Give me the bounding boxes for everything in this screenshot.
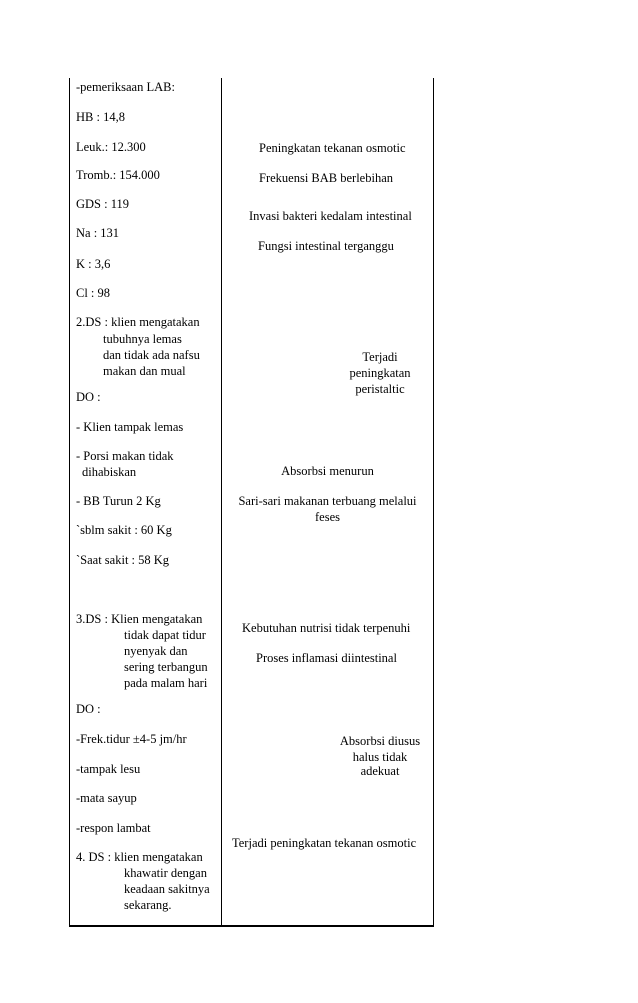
do3-label: DO : — [76, 702, 101, 716]
pathway-kebutuhan-nutrisi: Kebutuhan nutrisi tidak terpenuhi — [242, 621, 411, 635]
pathway-bab: Frekuensi BAB berlebihan — [259, 171, 394, 185]
lab-header: -pemeriksaan LAB: — [76, 80, 175, 94]
ds4-line3: keadaan sakitnya — [124, 882, 210, 896]
lab-tromb: Tromb.: 154.000 — [76, 168, 160, 182]
pathway-fungsi-intestinal: Fungsi intestinal terganggu — [258, 239, 394, 253]
do3-item4: -respon lambat — [76, 821, 151, 835]
ds3-line3: nyenyak dan — [124, 644, 188, 658]
lab-cl: Cl : 98 — [76, 286, 111, 300]
lab-hb: HB : 14,8 — [76, 110, 125, 124]
pathway-peristaltic-line3: peristaltic — [355, 382, 405, 396]
ds3-line5: pada malam hari — [124, 676, 208, 690]
pathway-absorbsi-usus-line1: Absorbsi diusus — [339, 734, 421, 748]
ds3-line4: sering terbangun — [124, 660, 208, 674]
do3-item3: -mata sayup — [76, 791, 137, 805]
do2-label: DO : — [76, 390, 101, 404]
do3-item1: -Frek.tidur ±4-5 jm/hr — [76, 732, 187, 746]
ds2-line1: 2.DS : klien mengatakan — [76, 315, 200, 329]
table-bottom-border — [69, 925, 434, 927]
pathway-absorbsi-usus-line2: halus tidak — [352, 750, 408, 764]
pathway-invasi-bakteri: Invasi bakteri kedalam intestinal — [249, 209, 412, 223]
pathway-inflamasi: Proses inflamasi diintestinal — [256, 651, 397, 665]
pathway-osmotic: Peningkatan tekanan osmotic — [259, 141, 406, 155]
ds3-line2: tidak dapat tidur — [124, 628, 206, 642]
table-left-border — [69, 78, 70, 926]
pathway-peristaltic-line1: Terjadi — [362, 350, 398, 364]
table-right-border — [433, 78, 434, 926]
ds4-line4: sekarang. — [124, 898, 172, 912]
ds4-line2: khawatir dengan — [124, 866, 207, 880]
pathway-osmotic-2: Terjadi peningkatan tekanan osmotic — [232, 836, 417, 850]
do3-item2: -tampak lesu — [76, 762, 141, 776]
do2-item2-line1: - Porsi makan tidak — [76, 449, 174, 463]
ds3-line1: 3.DS : Klien mengatakan — [76, 612, 203, 626]
lab-leuk: Leuk.: 12.300 — [76, 140, 146, 154]
lab-k: K : 3,6 — [76, 257, 111, 271]
lab-gds: GDS : 119 — [76, 197, 130, 211]
ds2-line4: makan dan mual — [103, 364, 186, 378]
do2-item2-line2: dihabiskan — [82, 465, 137, 479]
do2-item5: `Saat sakit : 58 Kg — [76, 553, 170, 567]
pathway-absorbsi-menurun: Absorbsi menurun — [281, 464, 374, 478]
do2-item3: - BB Turun 2 Kg — [76, 494, 161, 508]
do2-item1: - Klien tampak lemas — [76, 420, 184, 434]
ds4-line1: 4. DS : klien mengatakan — [76, 850, 203, 864]
do2-item4: `sblm sakit : 60 Kg — [76, 523, 172, 537]
ds2-line3: dan tidak ada nafsu — [103, 348, 200, 362]
pathway-peristaltic-line2: peningkatan — [349, 366, 411, 380]
pathway-sari-line1: Sari-sari makanan terbuang melalui — [238, 494, 417, 508]
lab-na: Na : 131 — [76, 226, 120, 240]
pathway-absorbsi-usus-line3: adekuat — [360, 764, 400, 778]
ds2-line2: tubuhnya lemas — [103, 332, 182, 346]
pathway-sari-line2: feses — [315, 510, 340, 524]
